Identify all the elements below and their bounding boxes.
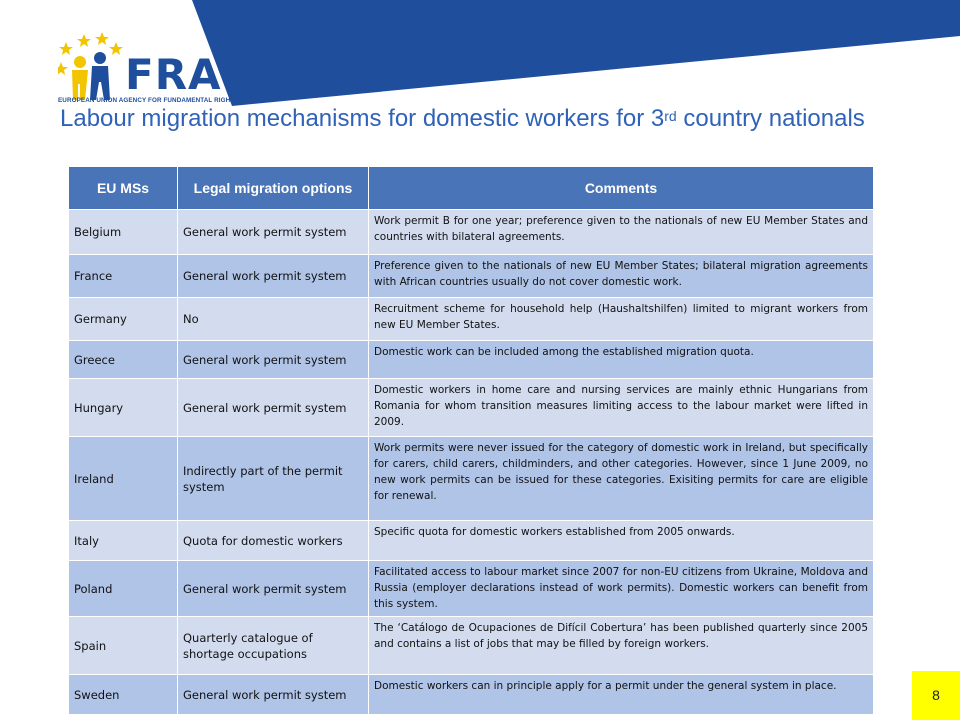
cell-comment: Work permit B for one year; preference given to the nationals of new EU Member States and countries with bilateral agreements. <box>369 210 874 255</box>
cell-comment: Domestic workers can in principle apply for a permit under the general system in place. <box>369 675 874 715</box>
table-row <box>69 561 874 617</box>
table-row <box>69 521 874 561</box>
cell-legal-option: General work permit system <box>178 210 369 255</box>
cell-legal-option: General work permit system <box>178 675 369 715</box>
cell-legal-option: Quarterly catalogue of shortage occupations <box>178 617 369 675</box>
table-row <box>69 617 874 675</box>
page-number-badge: 8 <box>912 671 960 720</box>
header-legal-options: Legal migration options <box>178 167 369 210</box>
cell-comment: Work permits were never issued for the category of domestic work in Ireland, but specifically for carers, child carers, childminders, and other categories. However, since 1 June 2009, no new work permits can be issued for these categories. Exisiting permits for care are eligible for renewal. <box>369 437 874 521</box>
cell-legal-option: No <box>178 298 369 341</box>
cell-member-state: Sweden <box>69 675 178 715</box>
cell-legal-option: Quota for domestic workers <box>178 521 369 561</box>
cell-member-state: France <box>69 255 178 298</box>
title-superscript: rd <box>664 108 677 124</box>
fra-emblem-icon <box>58 32 128 104</box>
cell-member-state: Belgium <box>69 210 178 255</box>
table-row <box>69 379 874 437</box>
cell-comment: Specific quota for domestic workers established from 2005 onwards. <box>369 521 874 561</box>
cell-member-state: Spain <box>69 617 178 675</box>
cell-member-state: Greece <box>69 341 178 379</box>
title-rest-text: country nationals <box>676 105 865 132</box>
cell-member-state: Hungary <box>69 379 178 437</box>
cell-comment: Preference given to the nationals of new EU Member States; bilateral migration agreements with African countries usually do not cover domestic work. <box>369 255 874 298</box>
cell-comment: Domestic work can be included among the established migration quota. <box>369 341 874 379</box>
logo-full-name: EUROPEAN UNION AGENCY FOR FUNDAMENTAL RIGHTS <box>58 97 239 104</box>
migration-table <box>68 166 874 715</box>
cell-member-state: Poland <box>69 561 178 617</box>
cell-comment: Facilitated access to labour market since 2007 for non-EU citizens from Ukraine, Moldova and Russia (employer declarations instead of work permits). Domestic workers can benefit from this system. <box>369 561 874 617</box>
table-row <box>69 341 874 379</box>
table-header-row <box>69 167 874 210</box>
cell-legal-option: Indirectly part of the permit system <box>178 437 369 521</box>
cell-legal-option: General work permit system <box>178 379 369 437</box>
cell-member-state: Italy <box>69 521 178 561</box>
header-eu-mss: EU MSs <box>69 167 178 210</box>
cell-comment: Recruitment scheme for household help (Haushaltshilfen) limited to migrant workers from new EU Member States. <box>369 298 874 341</box>
table-row <box>69 437 874 521</box>
cell-member-state: Ireland <box>69 437 178 521</box>
header-comments: Comments <box>369 167 874 210</box>
cell-comment: Domestic workers in home care and nursing services are mainly ethnic Hungarians from Romania for whom transition measures limiting access to the labour market were lifted in 2009. <box>369 379 874 437</box>
cell-comment: The ‘Catálogo de Ocupaciones de Difícil Cobertura’ has been published quarterly since 2005 and contains a list of jobs that may be filled by foreign workers. <box>369 617 874 675</box>
cell-legal-option: General work permit system <box>178 255 369 298</box>
cell-legal-option: General work permit system <box>178 561 369 617</box>
cell-member-state: Germany <box>69 298 178 341</box>
slide-title <box>60 104 880 134</box>
table-row <box>69 255 874 298</box>
table-row <box>69 210 874 255</box>
table-row <box>69 298 874 341</box>
cell-legal-option: General work permit system <box>178 341 369 379</box>
table-row <box>69 675 874 715</box>
logo-acronym: FRA <box>125 50 222 99</box>
title-main-text: Labour migration mechanisms for domestic workers for 3 <box>60 105 665 132</box>
